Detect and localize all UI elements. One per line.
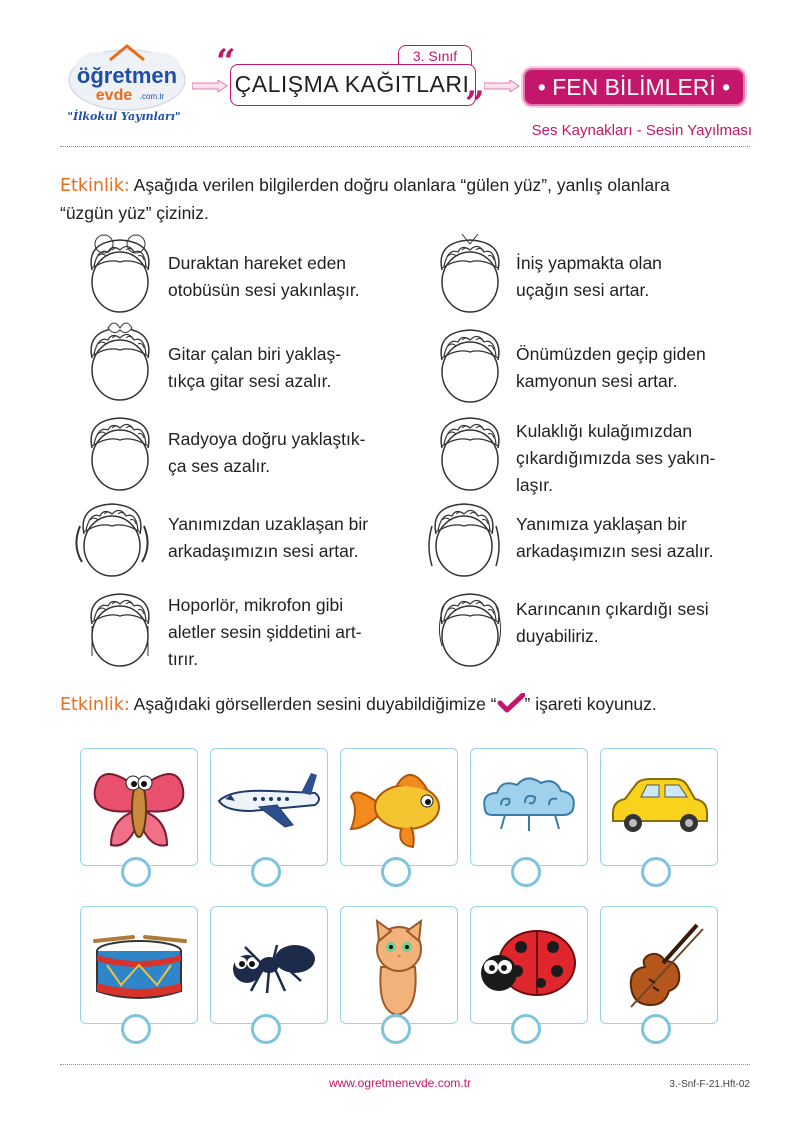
statement-line: İniş yapmakta olan <box>516 253 662 273</box>
statement-line: Radyoya doğru yaklaştık- <box>168 429 366 449</box>
face-icon[interactable] <box>428 586 512 670</box>
face-icon[interactable] <box>70 496 154 580</box>
statement-line: Hoporlör, mikrofon gibi <box>168 595 344 615</box>
answer-circle[interactable] <box>381 857 411 887</box>
instruction-text: Aşağıdaki görsellerden sesini duyabildiğimize “ <box>129 694 497 714</box>
instruction-line: Aşağıda verilen bilgilerden doğru olanlara “gülen yüz”, yanlış olanlara <box>129 175 670 195</box>
subject-badge: • FEN BİLİMLERİ • <box>523 68 745 106</box>
goldfish-icon <box>341 749 457 865</box>
picture-card-ladybug <box>470 906 588 1024</box>
statement-line: Önümüzden geçip giden <box>516 344 706 364</box>
statement-line: Yanımızdan uzaklaşan bir <box>168 514 369 534</box>
footer-divider <box>60 1064 750 1065</box>
statement <box>168 592 408 673</box>
statement-line: çıkardığımızda ses yakın- <box>516 448 716 468</box>
picture-card-car <box>600 748 718 866</box>
activity-label: Etkinlik: <box>60 176 130 196</box>
picture-card-drum <box>80 906 198 1024</box>
picture-card-butterfly <box>80 748 198 866</box>
face-icon[interactable] <box>422 496 506 580</box>
divider <box>60 146 750 147</box>
picture-card-violin <box>600 906 718 1024</box>
statement-line: laşır. <box>516 475 553 495</box>
answer-circle[interactable] <box>511 857 541 887</box>
face-icon[interactable] <box>78 232 162 316</box>
statement-line: Duraktan hareket eden <box>168 253 347 273</box>
face-icon[interactable] <box>428 410 512 494</box>
answer-circle[interactable] <box>251 1014 281 1044</box>
face-icon[interactable] <box>428 232 512 316</box>
answer-circle[interactable] <box>641 857 671 887</box>
statement <box>516 341 756 395</box>
butterfly-icon <box>81 749 197 865</box>
publisher-logo <box>62 40 192 130</box>
statement-line: arkadaşımızın sesi azalır. <box>516 541 714 561</box>
statement-line: arkadaşımızın sesi artar. <box>168 541 359 561</box>
statement-line: ça ses azalır. <box>168 456 271 476</box>
instruction-line: “üzgün yüz” çiziniz. <box>60 203 209 223</box>
answer-circle[interactable] <box>511 1014 541 1044</box>
statement-line: tırır. <box>168 649 199 669</box>
footer-code: 3.-Snf-F-21.Hft-02 <box>669 1079 750 1090</box>
violin-icon <box>601 907 717 1023</box>
statement-line: aletler sesin şiddetini art- <box>168 622 362 642</box>
statement-line: Karıncanın çıkardığı sesi <box>516 599 709 619</box>
picture-card-cloud <box>470 748 588 866</box>
ladybug-icon <box>471 907 587 1023</box>
grade-tab: 3. Sınıf <box>398 45 472 66</box>
airplane-icon <box>211 749 327 865</box>
cloud-icon <box>471 749 587 865</box>
checkmark-icon <box>497 693 525 713</box>
picture-card-goldfish <box>340 748 458 866</box>
drum-icon <box>81 907 197 1023</box>
activity1-instruction <box>60 172 750 227</box>
statement <box>168 250 408 304</box>
arrow-icon <box>484 80 520 92</box>
face-icon[interactable] <box>428 322 512 406</box>
car-icon <box>601 749 717 865</box>
statement-line: Yanımıza yaklaşan bir <box>516 514 687 534</box>
statement <box>516 596 756 650</box>
picture-card-cat <box>340 906 458 1024</box>
answer-circle[interactable] <box>121 1014 151 1044</box>
logo-tagline: "İlkokul Yayınları" <box>67 110 181 123</box>
answer-circle[interactable] <box>641 1014 671 1044</box>
statement-line: kamyonun sesi artar. <box>516 371 678 391</box>
face-icon[interactable] <box>78 586 162 670</box>
statement-line: uçağın sesi artar. <box>516 280 650 300</box>
statement <box>516 418 756 499</box>
footer-url[interactable]: www.ogretmenevde.com.tr <box>328 1076 472 1090</box>
logo-text-2: evde <box>95 87 133 104</box>
cat-icon <box>341 907 457 1023</box>
statement-line: Gitar çalan biri yaklaş- <box>168 344 342 364</box>
ant-icon <box>211 907 327 1023</box>
worksheet-title: ÇALIŞMA KAĞITLARI <box>234 71 470 97</box>
close-quote: ” <box>465 84 485 124</box>
statement <box>516 511 756 565</box>
open-quote: “ <box>216 42 236 82</box>
statement-line: otobüsün sesi yakınlaşır. <box>168 280 360 300</box>
activity-label: Etkinlik: <box>60 695 130 715</box>
face-icon[interactable] <box>78 320 162 404</box>
statement <box>168 511 408 565</box>
statement-line: tıkça gitar sesi azalır. <box>168 371 332 391</box>
statement <box>168 426 408 480</box>
picture-card-ant <box>210 906 328 1024</box>
statement-line: duyabiliriz. <box>516 626 599 646</box>
activity2-instruction <box>60 691 750 719</box>
statement-line: Kulaklığı kulağımızdan <box>516 421 693 441</box>
logo-domain: .com.tr <box>139 92 165 101</box>
logo-text-1: öğretmen <box>76 63 178 88</box>
picture-card-airplane <box>210 748 328 866</box>
answer-circle[interactable] <box>121 857 151 887</box>
answer-circle[interactable] <box>251 857 281 887</box>
statement <box>168 341 408 395</box>
face-icon[interactable] <box>78 410 162 494</box>
statement <box>516 250 756 304</box>
answer-circle[interactable] <box>381 1014 411 1044</box>
instruction-text: ” işareti koyunuz. <box>524 694 657 714</box>
topic-title: Ses Kaynakları - Sesin Yayılması <box>531 122 752 139</box>
